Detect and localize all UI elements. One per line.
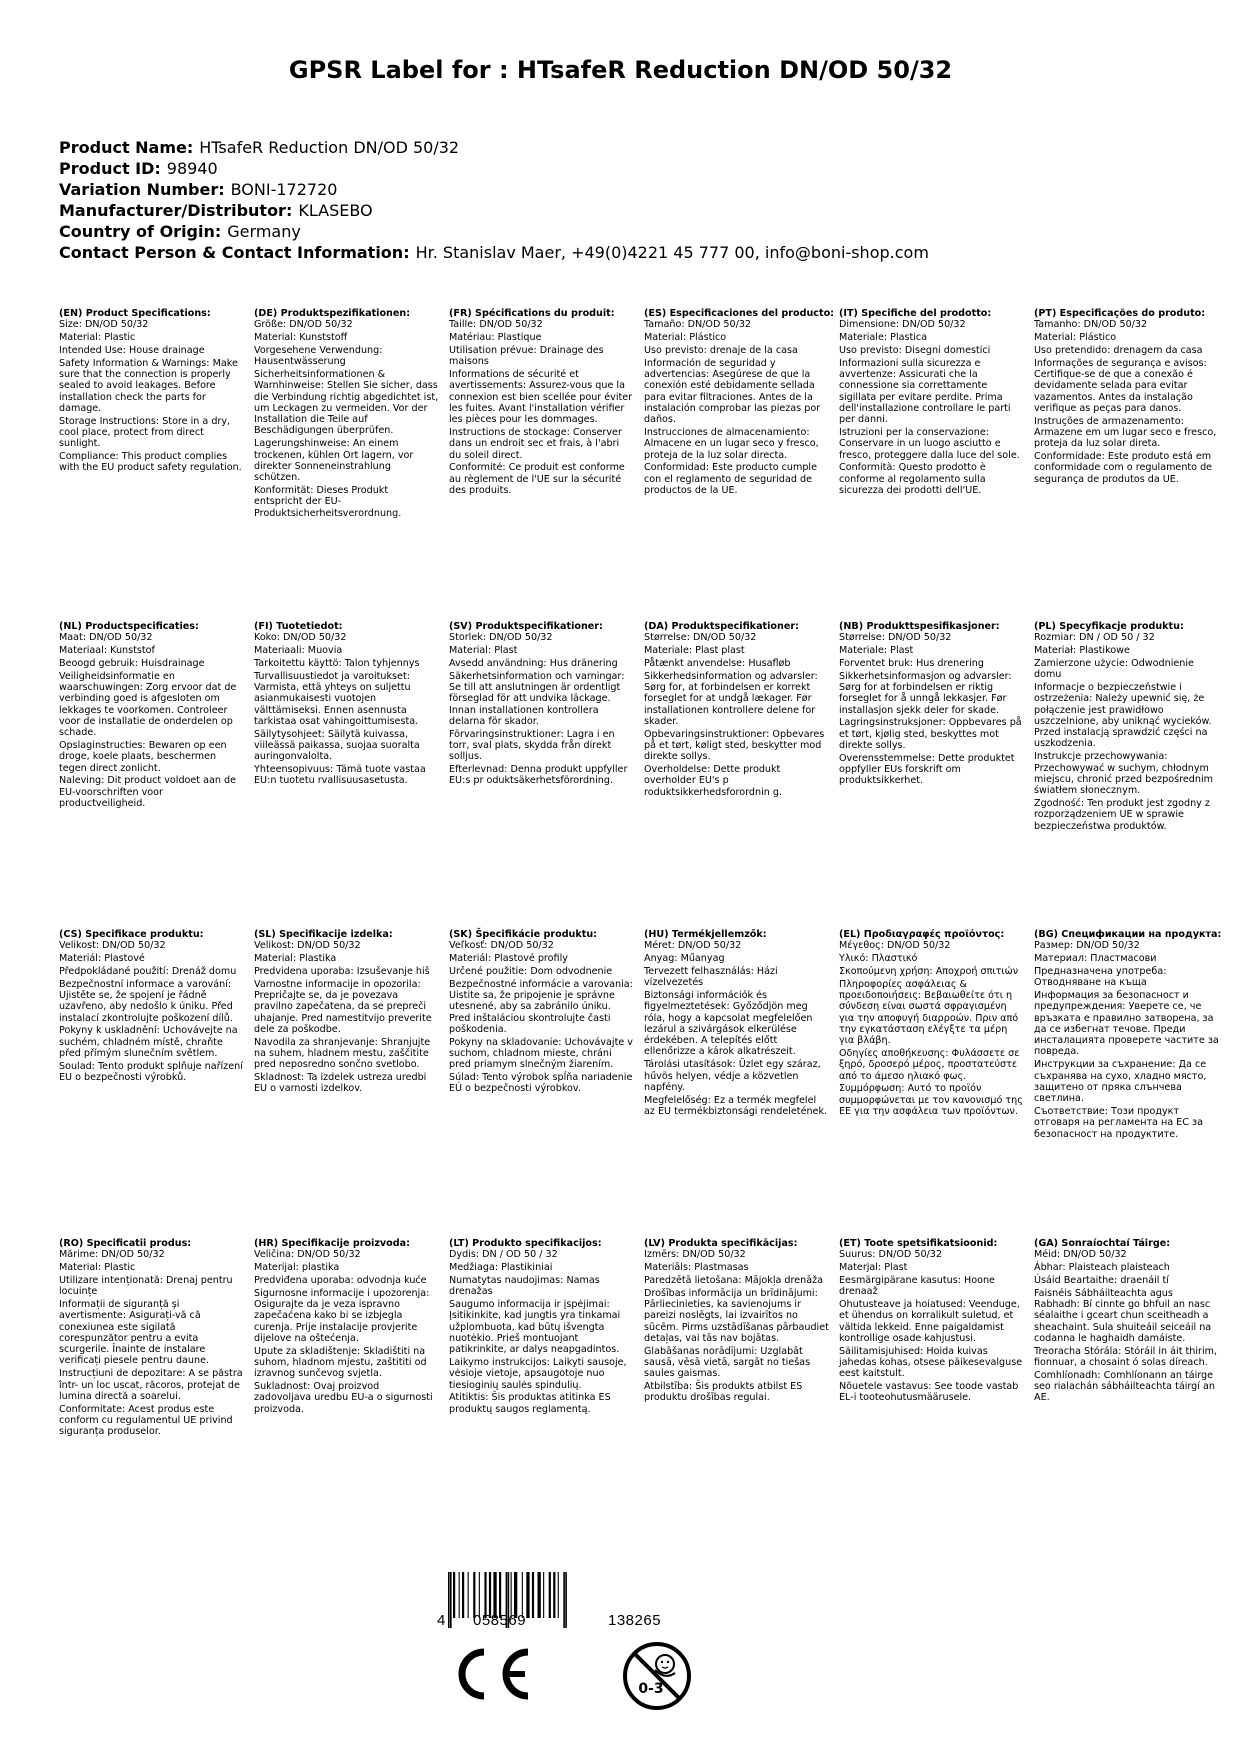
spec-block-sl	[254, 929, 439, 1096]
spec-line: Efterlevnad: Denna produkt uppfyller EU:s pr oduktsäkerhetsförordning.	[449, 764, 628, 787]
spec-line: Instrucțiuni de depozitare: A se păstra într- un loc uscat, răcoros, protejat de lumina directă a soarelui.	[59, 1368, 243, 1402]
spec-block-et	[839, 1238, 1024, 1405]
spec-line: Predvidena uporaba: Izsuševanje hiš	[254, 965, 430, 977]
spec-line: Säilytysohjeet: Säilytä kuivassa, viileässä paikassa, suojaa suoralta auringonvalolta.	[254, 728, 420, 763]
spec-line: Glabāšanas norādījumi: Uzglabāt sausā, vēsā vietā, sargāt no tiešas saules gaismas.	[644, 1345, 811, 1380]
spec-line: Predviđena uporaba: odvodnja kuće	[254, 1274, 427, 1286]
spec-line: Předpokládané použití: Drenáž domu	[59, 965, 237, 977]
spec-line: Conformidad: Este producto cumple con el reglamento de seguridad de productos de la UE.	[644, 462, 817, 496]
spec-line: Bezpečnostní informace a varování: Ujistěte se, že spojení je řádně uzavřeno, aby nedošlo k úniku. Před instalací zkontrolujte poškození dílů.	[59, 978, 233, 1024]
ce-mark-icon	[448, 1646, 532, 1702]
spec-heading: (PT) Especificações do produto:	[1034, 308, 1206, 319]
spec-line: Paredzētā lietošana: Mājokļa drenāža	[644, 1274, 824, 1286]
spec-line: Atitiktis: Šis produktas atitinka ES produktų saugos reglamentą.	[449, 1392, 611, 1415]
spec-line: Instructions de stockage: Conserver dans un endroit sec et frais, à l'abri du soleil direct.	[449, 426, 622, 461]
spec-heading: (EL) Προδιαγραφές προϊόντος:	[839, 929, 1005, 940]
barcode-bar	[553, 1572, 555, 1618]
spec-line: Tamaño: DN/OD 50/32	[644, 319, 752, 331]
spec-heading: (NB) Produkttspesifikasjoner:	[839, 621, 1000, 632]
spec-line: Material: Plastic	[59, 1262, 136, 1274]
spec-line: Treoracha Stórála: Stóráil in áit thirim, fionnuar, a chosaint ó solas díreach.	[1034, 1345, 1218, 1368]
spec-line: Informations de sécurité et avertissements: Assurez-vous que la connexion est bien scellée pour éviter les fuites. Avant l'installation vérifier les pièces pour les dommages.	[449, 368, 633, 426]
spec-line: Информация за безопасност и предупреждения: Уверете се, че връзката е правилно затворена, за да се избегнат течове. Преди инсталацията проверете частите за повреда.	[1034, 989, 1219, 1058]
spec-line: Vorgesehene Verwendung: Hausentwässerung	[254, 344, 383, 368]
info-product-name: Product Name: HTsafeR Reduction DN/OD 50/32	[59, 138, 460, 157]
spec-line: Intended Use: House drainage	[59, 344, 205, 356]
spec-block-lt	[449, 1238, 634, 1416]
spec-block-ga	[1034, 1238, 1219, 1405]
spec-line: Pokyny k uskladnění: Uchovávejte na suchém, chladném místě, chraňte před přímým slunečním světlem.	[59, 1025, 238, 1059]
spec-heading: (HU) Termékjellemzők:	[644, 929, 767, 940]
spec-line: Beoogd gebruik: Huisdrainage	[59, 657, 205, 669]
spec-line: Upute za skladištenje: Skladištiti na suhom, hladnom mjestu, zaštititi od izravnog sunčevog svjetla.	[254, 1345, 427, 1380]
spec-line: Matériau: Plastique	[449, 332, 542, 344]
spec-line: Atbilstība: Šis produkts atbilst ES produktu drošības regulai.	[644, 1381, 803, 1404]
spec-line: Μέγεθος: DN/OD 50/32	[839, 940, 951, 952]
spec-line: Conformidade: Este produto está em conformidade com o regulamento de segurança de produtos da UE.	[1034, 451, 1213, 485]
spec-line: Tervezett felhasználás: Házi vízelvezetés	[644, 965, 778, 989]
barcode-bar	[459, 1572, 460, 1618]
spec-heading: (RO) Specificatii produs:	[59, 1238, 192, 1249]
spec-block-nl	[59, 621, 244, 811]
spec-line: Maat: DN/OD 50/32	[59, 632, 153, 644]
spec-line: Материал: Пластмасови	[1034, 953, 1157, 965]
spec-heading: (FI) Tuotetiedot:	[254, 621, 343, 632]
spec-line: Súlad: Tento výrobok spĺňa nariadenie EÚ o bezpečnosti výrobkov.	[449, 1072, 633, 1095]
spec-line: Zgodność: Ten produkt jest zgodny z rozporządzeniem UE w sprawie bezpieczeństwa produktów.	[1034, 797, 1210, 832]
spec-line: Instruções de armazenamento: Armazene em um lugar seco e fresco, proteja da luz solar direta.	[1034, 415, 1217, 450]
spec-line: Informações de segurança e avisos: Certifique-se de que a conexão é devidamente selada para evitar vazamentos. Antes da instalação verifique as peças para danos.	[1034, 357, 1207, 414]
spec-line: Veličina: DN/OD 50/32	[254, 1249, 361, 1261]
spec-line: Uso previsto: Disegni domestici	[839, 344, 991, 356]
spec-line: Suurus: DN/OD 50/32	[839, 1249, 942, 1261]
spec-line: Méret: DN/OD 50/32	[644, 940, 742, 952]
spec-line: Ábhar: Plaisteach plaisteach	[1034, 1262, 1170, 1274]
spec-line: Material: Plast	[449, 645, 518, 657]
spec-line: Sigurnosne informacije i upozorenja: Osigurajte da je veza ispravno zapečaćena kako bi se izbjegla curenja. Prije instalacije provjerite dijelove na oštećenja.	[254, 1287, 430, 1344]
spec-line: Conformità: Questo prodotto è conforme al regolamento sulla sicurezza dei prodotti dell'UE.	[839, 462, 986, 496]
spec-line: Méid: DN/OD 50/32	[1034, 1249, 1127, 1261]
spec-heading: (SV) Produktspecifikationer:	[449, 621, 603, 632]
barcode-guard-bar	[448, 1572, 450, 1628]
spec-line: Säkerhetsinformation och varningar: Se till att anslutningen är ordentligt förseglad för att undvika läckage. Innan installationen kontrollera delarna för skador.	[449, 670, 625, 727]
spec-line: Pokyny na skladovanie: Uchovávajte v suchom, chladnom mieste, chráni pred priamym slnečným žiarením.	[449, 1036, 633, 1071]
spec-line: Rozmiar: DN / OD 50 / 32	[1034, 632, 1155, 644]
spec-heading: (ET) Toote spetsifikatsioonid:	[839, 1238, 998, 1249]
spec-line: Laikymo instrukcijos: Laikyti sausoje, vėsioje vietoje, apsaugotoje nuo tiesioginių saulės spindulių.	[449, 1356, 627, 1391]
spec-line: Koko: DN/OD 50/32	[254, 632, 347, 644]
spec-line: Medžiaga: Plastikiniai	[449, 1262, 553, 1274]
spec-block-en	[59, 308, 244, 475]
barcode-guard-bar	[563, 1572, 565, 1628]
spec-line: Drošības informācija un brīdinājumi: Pārliecinieties, ka savienojums ir pareizi noslēgts, lai izvairītos no sūcēm. Pirms uzstādīšanas pārbaudiet detaļas, vai tās nav bojātas.	[644, 1287, 829, 1344]
spec-line: Nõuetele vastavus: See toode vastab EL-i tooteohutusmäärusele.	[839, 1381, 1019, 1404]
spec-line: Съответствие: Този продукт отговаря на регламента на ЕС за безопасност на продуктите.	[1034, 1105, 1203, 1140]
spec-line: Materiale: Plast plast	[644, 645, 745, 657]
spec-line: Säilitamisjuhised: Hoida kuivas jahedas kohas, otsese päikesevalguse eest kaitstult.	[839, 1345, 1023, 1380]
spec-line: Storage Instructions: Store in a dry, cool place, protect from direct sunlight.	[59, 415, 231, 450]
spec-line: Velikost: DN/OD 50/32	[254, 940, 361, 952]
spec-block-it	[839, 308, 1024, 498]
spec-line: Materiál: Plastové	[59, 953, 145, 965]
spec-line: Turvallisuustiedot ja varoitukset: Varmista, että yhteys on suljettu asianmukaisesti vuotojen välttämiseksi. Ennen asennusta tarkistaa osat vahingoittumisesta.	[254, 670, 419, 727]
spec-line: Overensstemmelse: Dette produktet oppfyller EUs forskrift om produktsikkerhet.	[839, 752, 1015, 787]
spec-line: Størrelse: DN/OD 50/32	[839, 632, 952, 644]
spec-line: Taille: DN/OD 50/32	[449, 319, 543, 331]
spec-line: Materjal: Plast	[839, 1262, 908, 1274]
spec-heading: (LT) Produkto specifikacijos:	[449, 1238, 602, 1249]
spec-line: Určené použitie: Dom odvodnenie	[449, 965, 613, 977]
spec-line: Faisnéis Sábháilteachta agus Rabhadh: Bí cinnte go bhfuil an nasc séalaithe i gceart chun sceitheadh a sheachaint. Sula shuiteáil seiceáil na codanna le haghaidh damáiste.	[1034, 1287, 1212, 1344]
barcode-bar	[526, 1572, 529, 1618]
spec-line: Storlek: DN/OD 50/32	[449, 632, 553, 644]
spec-line: Konformität: Dieses Produkt entspricht der EU-Produktsicherheitsverordnung.	[254, 484, 402, 519]
spec-line: Sukladnost: Ovaj proizvod zadovoljava uredbu EU-a o sigurnosti proizvoda.	[254, 1381, 433, 1415]
spec-line: Sicherheitsinformationen & Warnhinweise: Stellen Sie sicher, dass die Verbindung richtig abgedichtet ist, um Leckagen zu vermeiden. Vor der Installation die Teile auf Beschädigungen überprüfen.	[254, 368, 439, 437]
spec-line: Informacje o bezpieczeństwie i ostrzeżenia: Należy upewnić się, że połączenie jest prawidłowo uszczelnione, aby uniknąć wycieków. Przed instalacją sprawdzić części na uszkodzenia.	[1034, 681, 1212, 750]
spec-line: Größe: DN/OD 50/32	[254, 319, 353, 331]
spec-line: Предназначена употреба: Отводняване на къща	[1034, 965, 1167, 989]
spec-line: Comhlíonadh: Comhlíonann an táirge seo rialachán sábháilteachta táirgí an AE.	[1034, 1369, 1215, 1404]
spec-line: Numatytas naudojimas: Namas drenažas	[449, 1274, 600, 1298]
spec-line: Informații de siguranță și avertismente: Asigurați-vă că conexiunea este sigilată corespunzător pentru a evita scurgerile. Înainte de instalare verificați piesele pentru daune.	[59, 1298, 210, 1367]
spec-line: Σκοπούμενη χρήση: Αποχροή σπιτιών	[839, 965, 1019, 977]
spec-line: Eesmärgipärane kasutus: Hoone drenaaž	[839, 1274, 995, 1298]
spec-line: Uso pretendido: drenagem da casa	[1034, 344, 1203, 356]
spec-block-lv	[644, 1238, 829, 1405]
barcode-bar	[558, 1572, 559, 1618]
spec-line: Dydis: DN / OD 50 / 32	[449, 1249, 558, 1261]
spec-line: Materiaal: Kunststof	[59, 645, 155, 657]
info-product-id: Product ID: 98940	[59, 159, 218, 178]
spec-line: Informazioni sulla sicurezza e avvertenze: Assicurati che la connessione sia correttamente sigillata per evitare perdite. Prima dell'installazione controllare le parti per danni.	[839, 357, 1011, 426]
spec-line: Veľkosť: DN/OD 50/32	[449, 940, 554, 952]
info-contact: Contact Person & Contact Information: Hr. Stanislav Maer, +49(0)4221 45 777 00, info@boni-shop.com	[59, 243, 929, 262]
spec-line: Soulad: Tento produkt splňuje nařízení EU o bezpečnosti výrobků.	[59, 1060, 243, 1084]
spec-block-fi	[254, 621, 439, 788]
spec-line: Megfelelőség: Ez a termék megfelel az EU termékbiztonsági rendeletének.	[644, 1094, 828, 1117]
spec-line: Utilisation prévue: Drainage des maisons	[449, 344, 604, 368]
spec-heading: (NL) Productspecificaties:	[59, 621, 199, 632]
product-info	[59, 137, 929, 263]
spec-line: Varnostne informacije in opozorila: Prepričajte se, da je povezava pravilno zapečatena, da se prepreči uhajanje. Pred namestitvijo preverite dele za poškodbe.	[254, 978, 432, 1035]
spec-line: Mărime: DN/OD 50/32	[59, 1249, 165, 1261]
not-for-children-0-3-icon	[621, 1640, 693, 1712]
spec-line: Zamierzone użycie: Odwodnienie domu	[1034, 657, 1194, 681]
spec-block-bg	[1034, 929, 1222, 1141]
spec-line: Bezpečnostné informácie a varovania: Uistite sa, že pripojenie je správne utesnené, aby sa zabránilo úniku. Pred inštaláciou skontrolujte časti poškodenia.	[449, 978, 633, 1035]
spec-line: Συμμόρφωση: Αυτό το προϊόν συμμορφώνεται με τον κανονισμό της ΕΕ για την ασφάλεια των προϊόντων.	[839, 1083, 1023, 1117]
spec-line: Biztonsági információk és figyelmeztetések: Győződjön meg róla, hogy a kapcsolat megfelelően lezárul a szivárgások elkerülése érdekében. A telepítés előtt ellenőrizze a károk alkatrészeit.	[644, 989, 813, 1058]
barcode-bar	[462, 1572, 464, 1618]
spec-line: Velikost: DN/OD 50/32	[59, 940, 166, 952]
spec-line: Instrucciones de almacenamiento: Almacene en un lugar seco y fresco, proteja de la luz solar directa.	[644, 426, 819, 461]
spec-line: Materiał: Plastikowe	[1034, 645, 1130, 657]
spec-line: Utilizare intenționată: Drenaj pentru locuințe	[59, 1274, 233, 1298]
spec-line: Materiale: Plastica	[839, 332, 928, 344]
spec-line: Forventet bruk: Hus drenering	[839, 657, 984, 669]
spec-heading: (DA) Produktspecifikationer:	[644, 621, 799, 632]
spec-line: Veiligheidsinformatie en waarschuwingen: Zorg ervoor dat de verbinding goed is afgesloten om lekkages te voorkomen. Controleer voor de installatie de onderdelen op schade.	[59, 670, 237, 739]
info-country: Country of Origin: Germany	[59, 222, 301, 241]
spec-line: Material: Kunststoff	[254, 332, 348, 344]
spec-heading: (SK) Špecifikácie produktu:	[449, 929, 598, 940]
barcode-bar	[549, 1572, 551, 1618]
spec-heading: (CS) Specifikace produktu:	[59, 929, 204, 940]
spec-block-de	[254, 308, 439, 520]
spec-line: Información de seguridad y advertencias: Asegúrese de que la conexión esté debidamente sellada para evitar filtraciones. Antes de la instalación comprobar las piezas por daños.	[644, 357, 821, 426]
spec-line: Conformitate: Acest produs este conform cu regulamentul UE privind siguranța produselor.	[59, 1403, 233, 1438]
spec-block-pl	[1034, 621, 1219, 833]
barcode-bar	[532, 1572, 534, 1618]
spec-line: Lagringsinstruksjoner: Oppbevares på et tørt, kjølig sted, beskyttes mot direkte sollys.	[839, 717, 1022, 751]
spec-line: Οδηγίες αποθήκευσης: Φυλάσσετε σε ξηρό, δροσερό μέρος, προστατεύστε από το άμεσο ηλιακό φως.	[839, 1047, 1020, 1082]
spec-line: Material: Plástico	[1034, 332, 1117, 344]
spec-line: Navodila za shranjevanje: Shranjujte na suhem, hladnem mestu, zaščitite pred neposredno sončno svetlobo.	[254, 1036, 431, 1071]
spec-block-hr	[254, 1238, 439, 1416]
spec-line: Инструкции за съхранение: Да се съхранява на сухо, хладно място, защитено от пряка слънчева светлина.	[1034, 1059, 1207, 1105]
spec-line: Compliance: This product complies with the EU product safety regulation.	[59, 451, 242, 474]
spec-line: Størrelse: DN/OD 50/32	[644, 632, 757, 644]
spec-block-sv	[449, 621, 634, 788]
spec-line: Förvaringsinstruktioner: Lagra i en torr, sval plats, skydda från direkt solljus.	[449, 728, 615, 763]
spec-line: Overholdelse: Dette produkt overholder EU's p roduktsikkerhedsforordnin g.	[644, 764, 783, 798]
spec-line: Izmērs: DN/OD 50/32	[644, 1249, 746, 1261]
spec-line: Yhteensopivuus: Tämä tuote vastaa EU:n tuotetu rvallisuusasetusta.	[254, 764, 426, 787]
spec-line: Opbevaringsinstruktioner: Opbevares på et tørt, køligt sted, beskytter mod direkte sollys.	[644, 728, 825, 763]
spec-line: Saugumo informacija ir įspėjimai: Įsitikinkite, kad jungtis yra tinkamai užplombuota, kad būtų išvengta nuotėkio. Prieš montuojant patikrinkite, ar dalys neapgadintos.	[449, 1298, 621, 1356]
spec-line: Ohutusteave ja hoiatused: Veenduge, et ühendus on korralikult suletud, et vältida lekkeid. Enne paigaldamist kontrollige osade kahjustusi.	[839, 1298, 1020, 1344]
spec-line: Materiāls: Plastmasas	[644, 1262, 749, 1274]
svg-text:0-3: 0-3	[638, 1681, 664, 1697]
spec-line: Material: Plastic	[59, 332, 136, 344]
spec-heading: (SL) Specifikacije izdelka:	[254, 929, 393, 940]
spec-block-ro	[59, 1238, 244, 1439]
spec-line: Safety Information & Warnings: Make sure that the connection is properly sealed to avoid leakages. Before installation check the parts for damage.	[59, 357, 238, 414]
spec-line: Avsedd användning: Hus dränering	[449, 657, 618, 669]
spec-heading: (FR) Spécifications du produit:	[449, 308, 615, 319]
spec-line: Conformité: Ce produit est conforme au règlement de l'UE sur la sécurité des produits.	[449, 462, 625, 496]
spec-heading: (LV) Produkta specifikācijas:	[644, 1238, 798, 1249]
barcode-bar	[543, 1572, 544, 1618]
barcode-guard-bar	[565, 1572, 567, 1628]
info-variation-number: Variation Number: BONI-172720	[59, 180, 338, 199]
barcode-bar	[538, 1572, 541, 1618]
spec-line: Size: DN/OD 50/32	[59, 319, 149, 331]
spec-block-da	[644, 621, 829, 799]
spec-heading: (DE) Produktspezifikationen:	[254, 308, 411, 319]
spec-line: Tamanho: DN/OD 50/32	[1034, 319, 1148, 331]
spec-line: Lagerungshinweise: An einem trockenen, kühlen Ort lagern, vor direkter Sonneneinstrahlung schützen.	[254, 438, 414, 484]
spec-line: Sikkerhetsinformasjon og advarsler: Sørg for at forbindelsen er riktig forseglet for å unngå lekkasjer. Før installasjon sjekk deler for skade.	[839, 670, 1012, 716]
spec-line: Opslaginstructies: Bewaren op een droge, koele plaats, beschermen tegen direct zonlicht.	[59, 739, 227, 774]
spec-line: Tarkoitettu käyttö: Talon tyhjennys	[254, 657, 420, 669]
spec-heading: (HR) Specifikacije proizvoda:	[254, 1238, 410, 1249]
spec-line: Skladnost: Ta izdelek ustreza uredbi EU o varnosti izdelkov.	[254, 1072, 427, 1095]
spec-line: Sikkerhedsinformation og advarsler: Sørg for, at forbindelsen er korrekt forseglet for at undgå lækager. Før installationen kontrollere delene for skader.	[644, 670, 818, 727]
spec-block-hu	[644, 929, 829, 1119]
barcode-digits-right: 138265	[608, 1612, 662, 1629]
spec-line: Materiaali: Muovia	[254, 645, 343, 657]
spec-line: Materijal: plastika	[254, 1262, 340, 1274]
spec-block-fr	[449, 308, 634, 498]
barcode-guard-bar	[450, 1572, 452, 1628]
spec-line: Instrukcje przechowywania: Przechowywać w suchym, chłodnym miejscu, chronić przed bezpośrednim światłem słonecznym.	[1034, 751, 1213, 797]
barcode-bar	[453, 1572, 455, 1618]
spec-line: Dimensione: DN/OD 50/32	[839, 319, 966, 331]
spec-line: Размер: DN/OD 50/32	[1034, 940, 1140, 952]
barcode-digits-left: 058569	[473, 1612, 527, 1629]
spec-block-el	[839, 929, 1024, 1119]
spec-block-nb	[839, 621, 1024, 788]
spec-line: Υλικό: Πλαστικό	[839, 953, 918, 965]
spec-line: Materiale: Plast	[839, 645, 914, 657]
barcode-digit-first: 4	[437, 1612, 446, 1629]
spec-heading: (IT) Specifiche del prodotto:	[839, 308, 992, 319]
spec-line: Πληροφορίες ασφάλειας & προειδοποιήσεις: Βεβαιωθείτε ότι η σύνδεση είναι σωστά σφραγισμένη για την αποφυγή διαρροών. Πριν από την εγκατάσταση ελέγξτε τα μέρη για βλάβη.	[839, 978, 1019, 1047]
spec-heading: (PL) Specyfikacje produktu:	[1034, 621, 1184, 632]
spec-line: Istruzioni per la conservazione: Conservare in un luogo asciutto e fresco, proteggere dalla luce del sole.	[839, 426, 1020, 461]
spec-block-es	[644, 308, 835, 498]
spec-heading: (GA) Sonraíochtaí Táirge:	[1034, 1238, 1171, 1249]
spec-heading: (EN) Product Specifications:	[59, 308, 211, 319]
spec-block-pt	[1034, 308, 1219, 486]
info-manufacturer: Manufacturer/Distributor: KLASEBO	[59, 201, 373, 220]
spec-line: Úsáid Beartaithe: draenáil tí	[1034, 1274, 1169, 1286]
spec-line: Materiál: Plastové profily	[449, 953, 568, 965]
spec-heading: (BG) Спецификации на продукта:	[1034, 929, 1222, 940]
spec-line: Uso previsto: drenaje de la casa	[644, 344, 798, 356]
spec-block-cs	[59, 929, 244, 1085]
spec-line: Naleving: Dit product voldoet aan de EU-voorschriften voor productveiligheid.	[59, 775, 236, 809]
spec-line: Material: Plastika	[254, 953, 337, 965]
page-title: GPSR Label for : HTsafeR Reduction DN/OD 50/32	[288, 56, 953, 84]
spec-line: Påtænkt anvendelse: Husafløb	[644, 657, 791, 669]
spec-line: Tárolási utasítások: Üzlet egy száraz, hűvös helyen, védje a közvetlen napfény.	[644, 1059, 821, 1093]
spec-heading: (ES) Especificaciones del producto:	[644, 308, 835, 319]
spec-line: Material: Plástico	[644, 332, 727, 344]
spec-line: Anyag: Műanyag	[644, 953, 725, 965]
barcode-bar	[468, 1572, 469, 1618]
spec-block-sk	[449, 929, 634, 1096]
